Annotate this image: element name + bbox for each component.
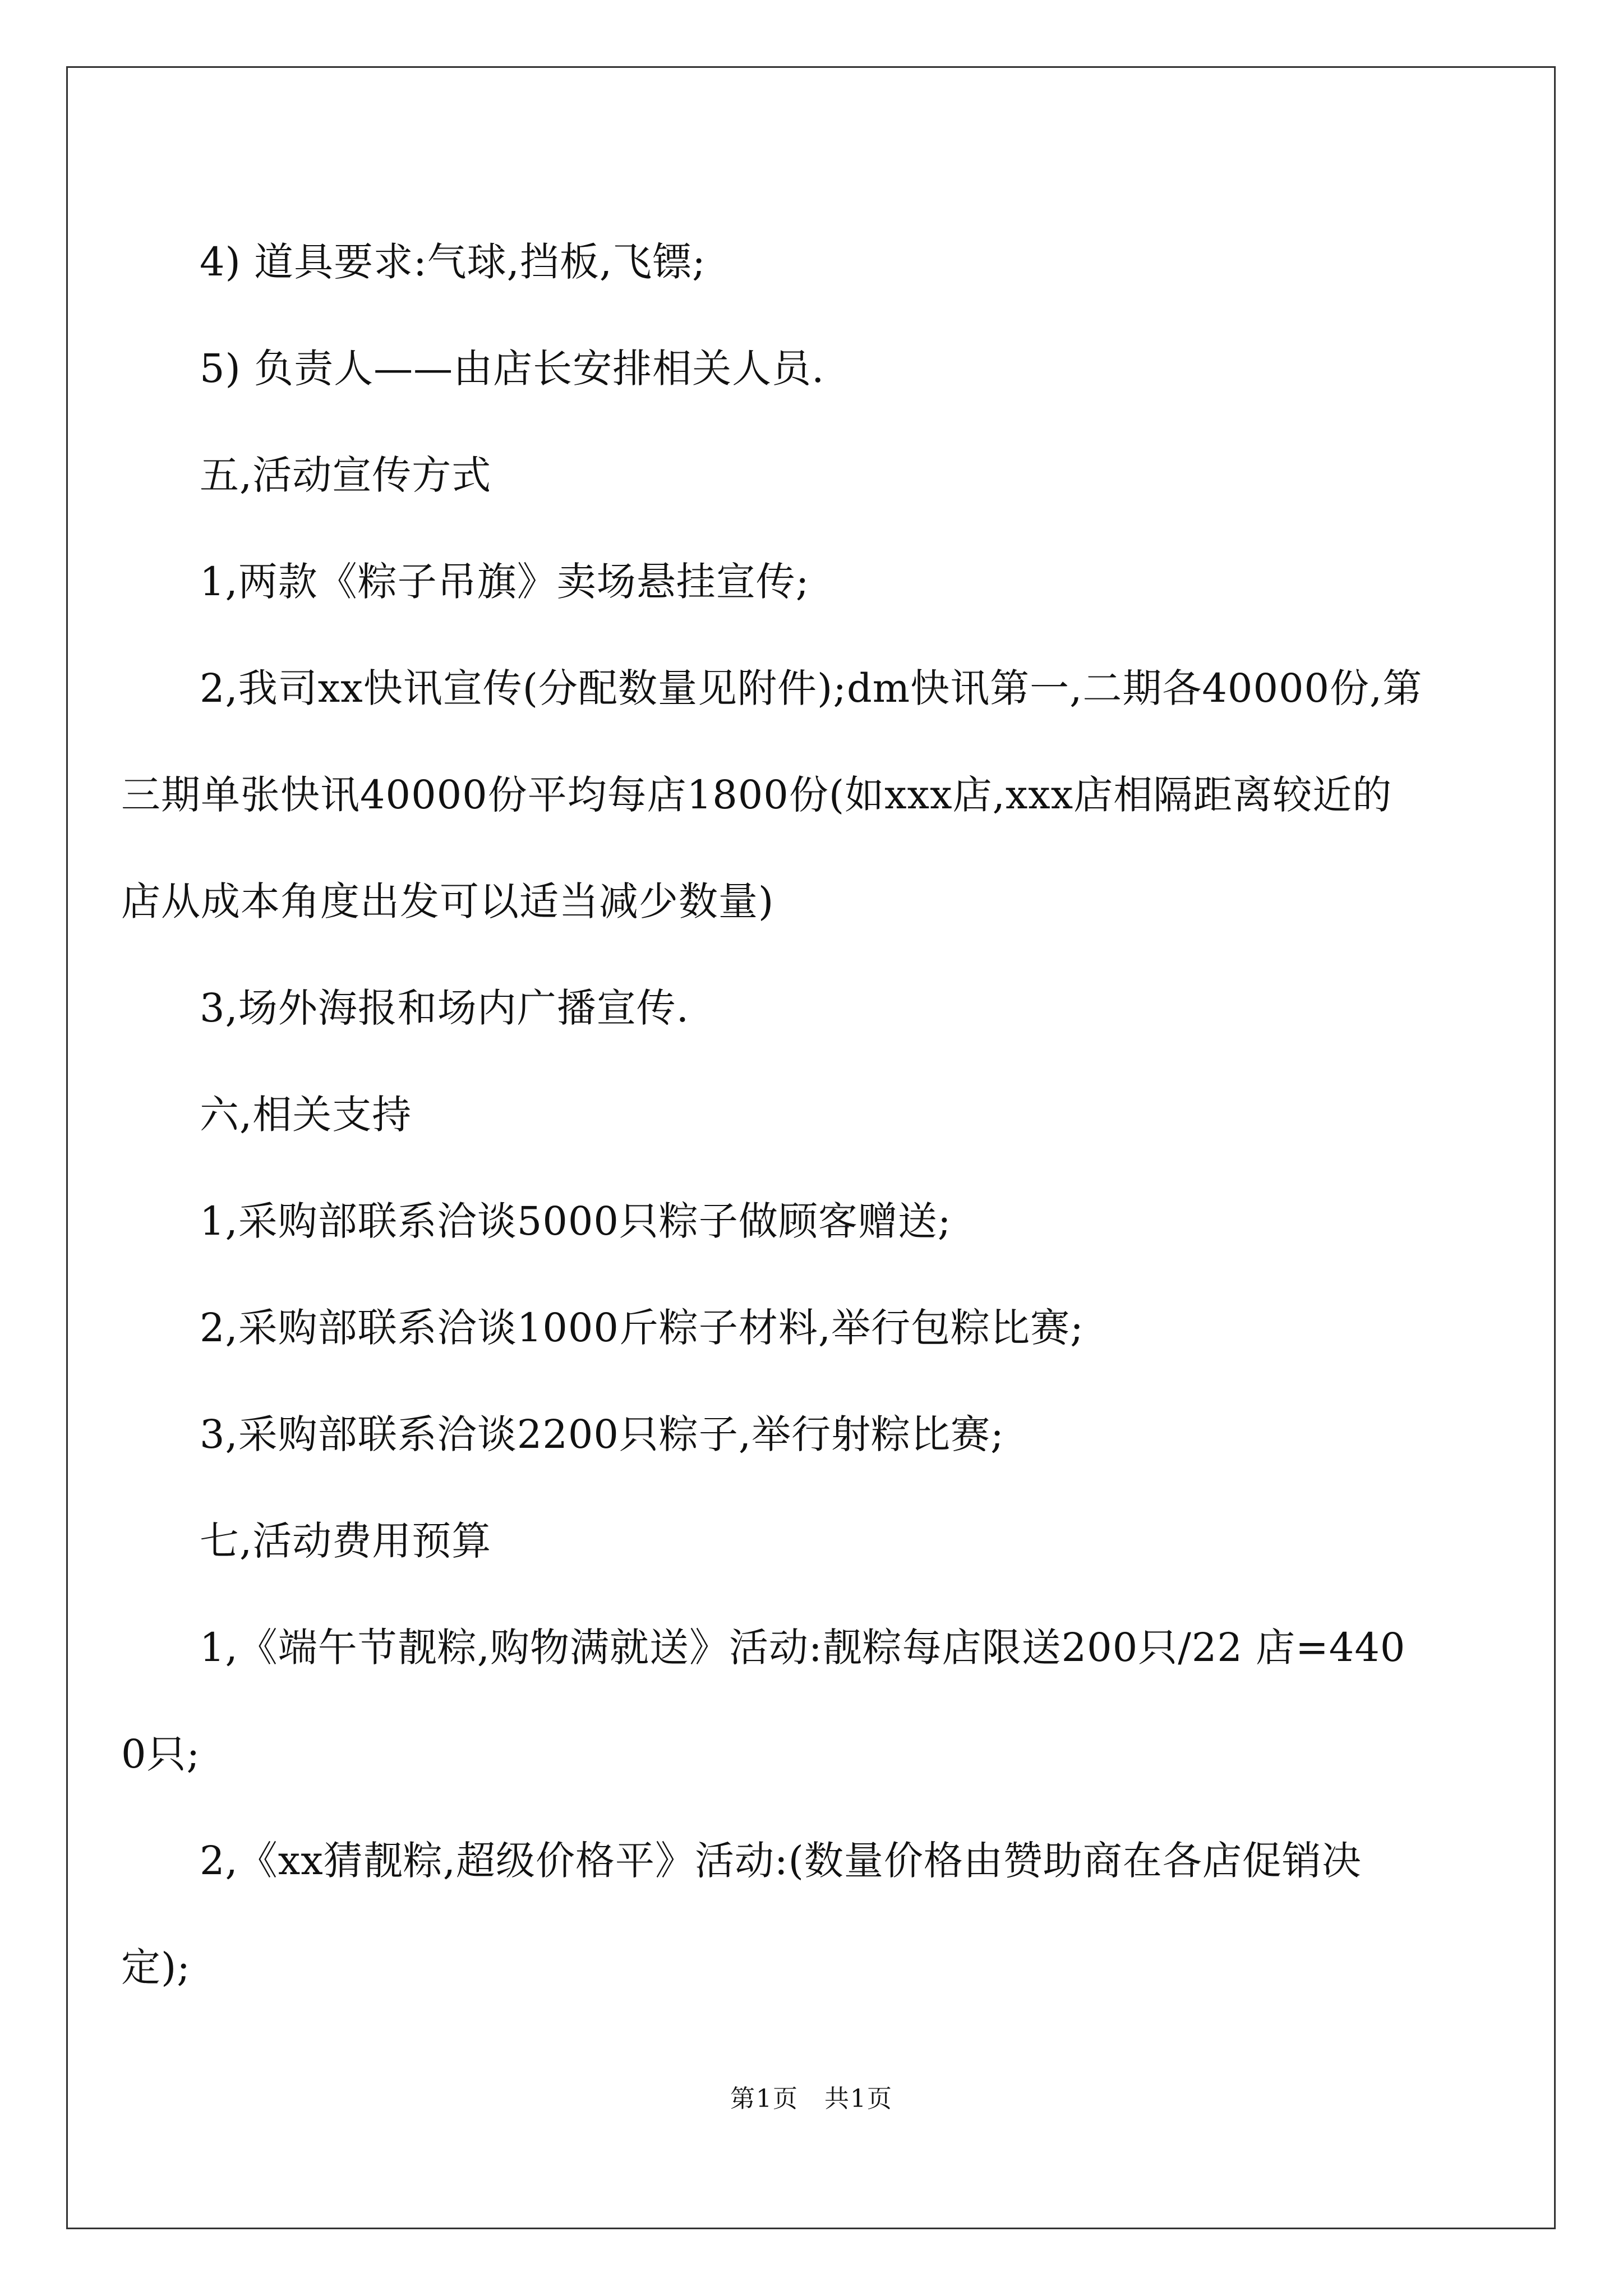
section-heading-promotion: 五,活动宣传方式	[200, 452, 492, 498]
paragraph-props: 4) 道具要求:气球,挡板,飞镖;	[200, 239, 706, 285]
paragraph-support-1: 1,采购部联系洽谈5000只粽子做顾客赠送;	[200, 1198, 952, 1244]
document-body	[121, 209, 1428, 2021]
paragraph-promo-1: 1,两款《粽子吊旗》卖场悬挂宣传;	[200, 559, 810, 605]
paragraph-budget-2: 2,《xx猜靓粽,超级价格平》活动:(数量价格由赞助商在各店促销决定);	[121, 1838, 1362, 1990]
section-heading-support: 六,相关支持	[200, 1092, 412, 1138]
paragraph-responsible: 5) 负责人——由店长安排相关人员.	[200, 346, 825, 392]
paragraph-promo-3: 3,场外海报和场内广播宣传.	[200, 985, 690, 1031]
section-heading-budget: 七,活动费用预算	[200, 1518, 492, 1564]
page-footer: 第1页 共1页	[730, 2085, 893, 2113]
paragraph-promo-2: 2,我司xx快讯宣传(分配数量见附件);dm快讯第一,二期各40000份,第三期单张快讯40000份平均每店1800份(如xxx店,xxx店相隔距离较近的店从成本角度出发可以适当减少数量)	[121, 665, 1423, 924]
paragraph-budget-1: 1,《端午节靓粽,购物满就送》活动:靓粽每店限送200只/22 店=4400只;	[121, 1625, 1406, 1777]
paragraph-support-2: 2,采购部联系洽谈1000斤粽子材料,举行包粽比赛;	[200, 1305, 1084, 1351]
paragraph-support-3: 3,采购部联系洽谈2200只粽子,举行射粽比赛;	[200, 1411, 1004, 1457]
